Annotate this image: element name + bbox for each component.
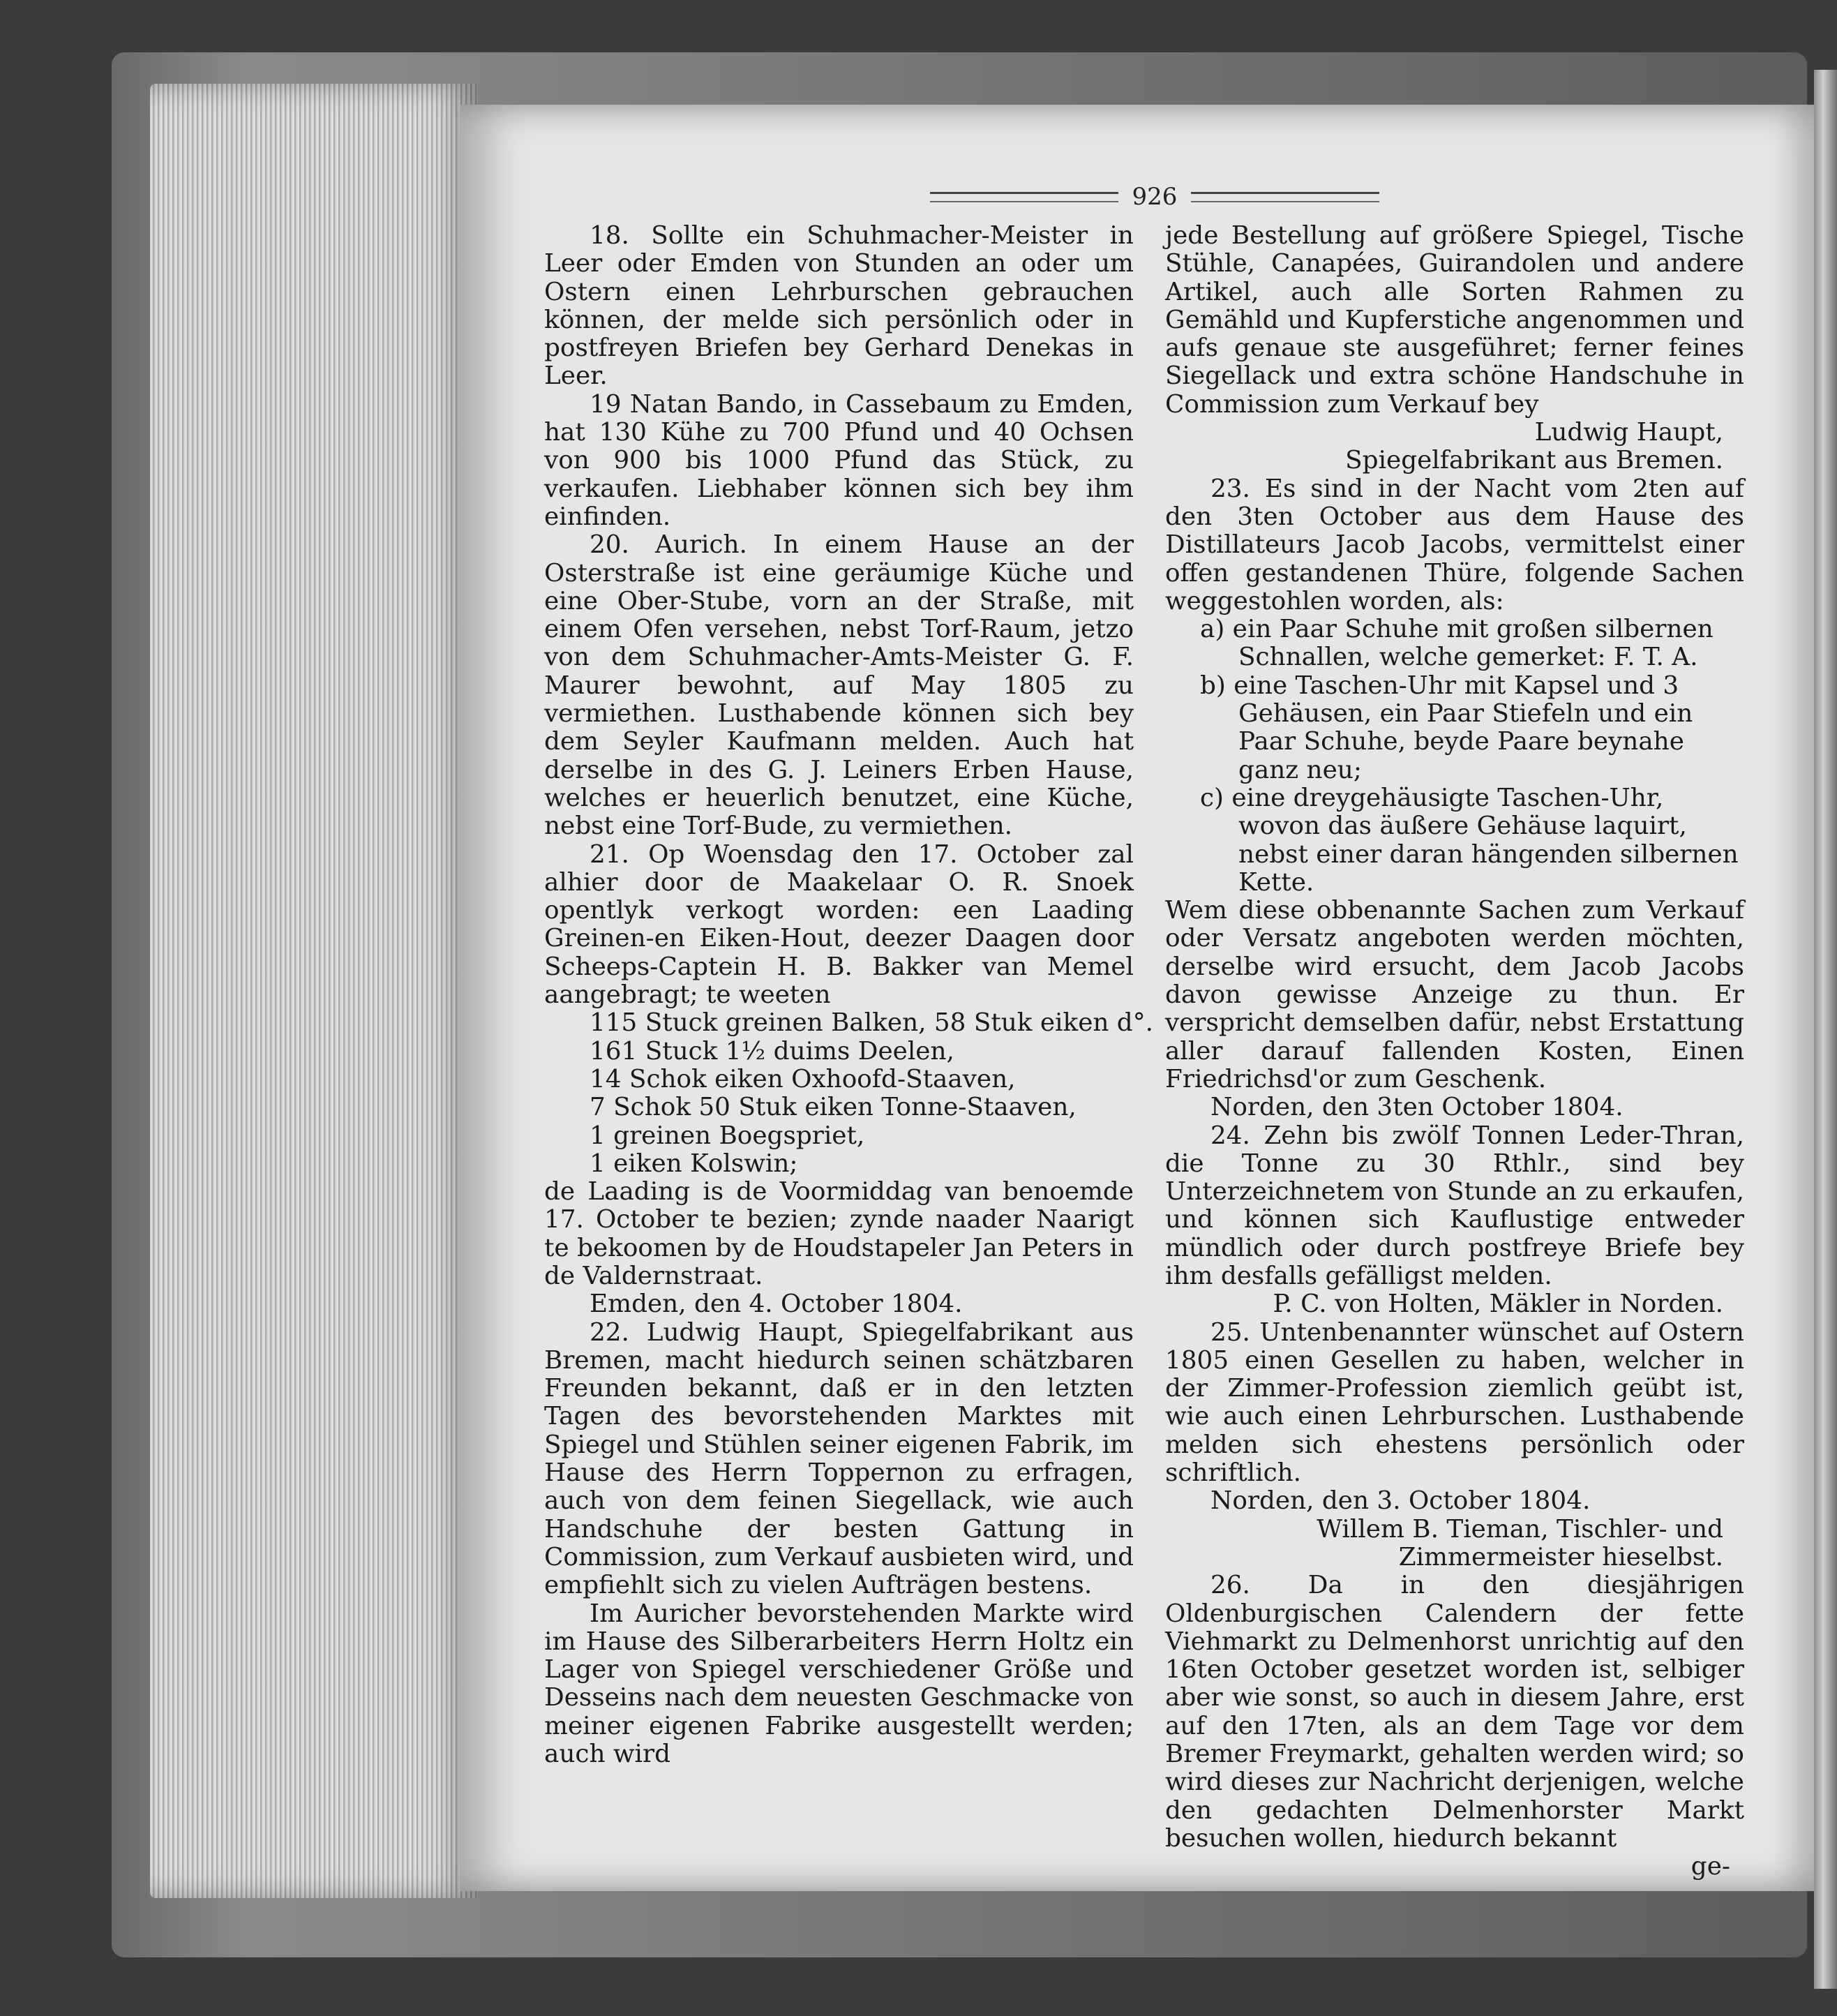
notice-22: 22. Ludwig Haupt, Spiegelfabrikant aus Bremen, macht hiedurch seinen schätzbaren Freunden bekannt, daß er in den letzten Tagen des bevorstehenden Marktes mit Spiegel und Stühlen seiner eigenen Fabrik, im Hause des Herrn Toppernon zu erfragen, auch von dem feinen Siegellack, wie auch Handschuhe der besten Gattung in Commission, zum Verkauf ausbieten wird, und empfiehlt sich zu vielen Aufträgen bestens. [544,1317,1134,1600]
header-rule-right [1191,192,1379,202]
right-page-edge [1814,70,1837,1989]
notice-23: 23. Es sind in der Nacht vom 2ten auf den 3ten October aus dem Hause des Distillateurs Jacob Jacobs, vermittelst einer offen gestandenen Thüre, folgende Sachen weggestohlen worden, als: [1165,474,1744,615]
notice-25-dateline: Norden, den 3. October 1804. [1210,1486,1591,1516]
notice-23-dateline: Norden, den 3ten October 1804. [1210,1093,1624,1122]
notice-21: 21. Op Woensdag den 17. October zal alhier door de Maakelaar O. R. Snoek opentlyk verkogt worden: een Laading Greinen-en Eiken-Hout, deezer Daagen door Scheeps-Captein H. B. Bakker van Memel aangebragt; te weeten [544,839,1134,1010]
notice-22-signature-name: Ludwig Haupt, [1534,418,1723,447]
cargo-item: 1 eiken Kolswin; [590,1149,798,1178]
header-rule-left [930,192,1118,202]
stolen-item: a) ein Paar Schuhe mit großen silbernen Schnallen, welche gemerket: F. T. A. [1200,615,1714,672]
cargo-item: 161 Stuck 1½ duims Deelen, [590,1036,954,1066]
right-column [1165,221,1744,1881]
notice-25: 25. Untenbenannter wünschet auf Ostern 1805 einen Gesellen zu haben, welcher in der Zimmer-Profession ziemlich geübt ist, wie auch einen Lehrburschen. Lusthabende melden sich ehestens persönlich oder schriftlich. [1165,1317,1744,1488]
stolen-item: c) eine dreygehäusigte Taschen-Uhr, wovon das äußere Gehäuse laquirt, nebst einer daran hängenden silbernen Kette. [1200,783,1739,897]
notice-22-signature-title: Spiegelfabrikant aus Bremen. [1345,446,1723,475]
notice-24-signature: P. C. von Holten, Mäkler in Norden. [1273,1290,1723,1319]
notice-23-tail: Wem diese obbenannte Sachen zum Verkauf oder Versatz angeboten werden möchten, derselbe wird ersucht, dem Jacob Jacobs davon gewisse Anzeige zu thun. Er verspricht demselben dafür, nebst Erstattung aller darauf fallenden Kosten, Einen Friedrichsd'or zum Geschenk. [1165,896,1744,1093]
cargo-item: 14 Schok eiken Oxhoofd-Staaven, [590,1064,1016,1093]
cargo-list [544,1008,1153,1178]
notice-22-continued: Im Auricher bevorstehenden Markte wird im Hause des Silberarbeiters Herrn Holtz ein Lager von Spiegel verschiedener Größe und Desseins nach dem neuesten Geschmacke von meiner eigenen Fabrike ausgestellt werden; auch wird [544,1599,1134,1769]
notice-21-tail: de Laading is de Voormiddag van benoemde 17. October te bezien; zynde naader Naarigt te bekoomen by de Houdstapeler Jan Peters in de Valdernstraat. [544,1177,1134,1290]
cargo-item: 115 Stuck greinen Balken, 58 Stuk eiken d°. [590,1008,1153,1038]
notice-25-signature-name: Willem B. Tieman, Tischler- und [1317,1514,1723,1544]
catchword: ge- [1690,1852,1730,1881]
cargo-item: 1 greinen Boegspriet, [590,1121,865,1150]
notice-22-end: jede Bestellung auf größere Spiegel, Tische Stühle, Canapées, Guirandolen und andere Artikel, auch alle Sorten Rahmen zu Gemähld und Kupferstiche angenommen und aufs genaue ste ausgeführet; ferner feines Siegellack und extra schöne Handschuhe in Commission zum Verkauf bey [1165,221,1744,419]
notice-21-dateline: Emden, den 4. October 1804. [590,1290,963,1319]
stolen-item: b) eine Taschen-Uhr mit Kapsel und 3 Gehäusen, ein Paar Stiefeln und ein Paar Schuhe, beyde Paare beynahe ganz neu; [1200,671,1693,784]
page-number: 926 [1132,183,1178,211]
notice-19: 19 Natan Bando, in Cassebaum zu Emden, hat 130 Kühe zu 700 Pfund und 40 Ochsen von 900 bis 1000 Pfund das Stück, zu verkaufen. Liebhaber können sich bey ihm einfinden. [544,389,1134,531]
notice-20: 20. Aurich. In einem Hause an der Osterstraße ist eine geräumige Küche und eine Ober-Stube, vorn an der Straße, mit einem Ofen versehen, nebst Torf-Raum, jetzo von dem Schuhmacher-Amts-Meister G. F. Maurer bewohnt, auf May 1805 zu vermiethen. Lusthabende können sich bey dem Seyler Kaufmann melden. Auch hat derselbe in des G. J. Leiners Erben Hause, welches er heuerlich benutzet, eine Küche, nebst eine Torf-Bude, zu vermiethen. [544,530,1134,841]
left-column [544,221,1153,1813]
notice-26: 26. Da in den diesjährigen Oldenburgischen Calendern der fette Viehmarkt zu Delmenhorst unrichtig auf den 16ten October gesetzet worden ist, selbiger aber wie sonst, so auch in diesem Jahre, erst auf den 17ten, als an dem Tage vor dem Bremer Freymarkt, gehalten werden wird; so wird dieses zur Nachricht derjenigen, welche den gedachten Delmenhorster Markt besuchen wollen, hiedurch bekannt [1165,1571,1744,1853]
page-edges [150,84,478,1898]
notice-25-signature-title: Zimmermeister hieselbst. [1398,1542,1723,1571]
notice-18: 18. Sollte ein Schuhmacher-Meister in Leer oder Emden von Stunden an oder um Ostern einen Lehrburschen gebrauchen können, der melde sich persönlich oder in postfreyen Briefen bey Gerhard Denekas in Leer. [544,221,1134,391]
notice-24: 24. Zehn bis zwölf Tonnen Leder-Thran, die Tonne zu 30 Rthlr., sind bey Unterzeichnetem von Stunde an zu erkaufen, und können sich Kauflustige entweder mündlich oder durch postfreye Briefe bey ihm desfalls gefälligst melden. [1165,1121,1744,1290]
page-header [928,183,1381,211]
cargo-item: 7 Schok 50 Stuk eiken Tonne-Staaven, [590,1093,1077,1122]
